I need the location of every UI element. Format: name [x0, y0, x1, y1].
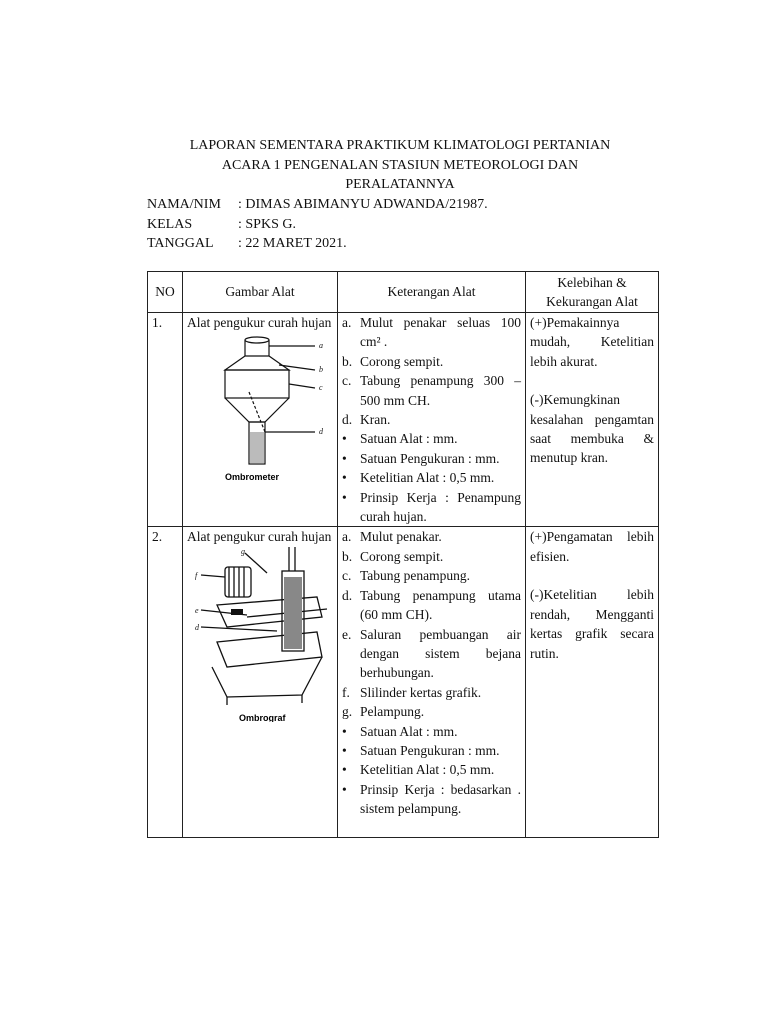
- list-marker: g.: [342, 704, 353, 720]
- list-text: Mulut penakar seluas 100 cm² .: [360, 315, 521, 350]
- list-text: Ketelitian Alat : 0,5 mm.: [360, 762, 495, 778]
- figure-label: d: [195, 622, 199, 632]
- figure-caption: Ombrograf: [239, 712, 286, 722]
- table-row: [148, 527, 659, 838]
- list-item: [342, 371, 521, 410]
- header-no: NO: [148, 272, 183, 313]
- ombrometer-illustration: [187, 332, 333, 487]
- bullet-icon: •: [342, 450, 347, 466]
- figure-label: a: [319, 341, 323, 351]
- row-number: 1.: [148, 313, 183, 527]
- table-row: [148, 313, 659, 527]
- equipment-table: [147, 271, 659, 838]
- list-marker: c.: [342, 373, 352, 389]
- figure-label: c: [319, 383, 323, 393]
- list-text: Mulut penakar.: [360, 529, 442, 545]
- figure-label: g: [241, 546, 245, 556]
- description-list: [342, 527, 521, 818]
- bullet-icon: •: [342, 723, 347, 739]
- list-item: [342, 468, 521, 487]
- list-item: [342, 586, 521, 625]
- list-item: [342, 741, 521, 760]
- document-title: [150, 136, 650, 195]
- bullet-icon: •: [342, 431, 347, 447]
- list-text: Tabung penampung utama (60 mm CH).: [360, 587, 521, 623]
- meta-key: TANGGAL: [147, 236, 214, 251]
- ombrograf-illustration: [187, 547, 333, 722]
- list-item: [342, 313, 521, 352]
- list-text: Satuan Pengukuran : mm.: [360, 742, 500, 758]
- list-text: Corong sempit.: [360, 353, 444, 369]
- report-meta: [147, 195, 488, 254]
- figure-label: b: [319, 365, 323, 375]
- list-item: [342, 488, 521, 527]
- list-item: [342, 566, 521, 585]
- list-text: Corong sempit.: [360, 548, 444, 564]
- equipment-name: Alat pengukur curah hujan: [187, 529, 332, 545]
- description-cell: [338, 527, 526, 838]
- title-line-3: PERALATANNYA: [345, 177, 455, 192]
- header-pros-cons: Kelebihan & Kekurangan Alat: [526, 272, 659, 313]
- list-item: [342, 722, 521, 741]
- figure-label: e: [195, 605, 199, 615]
- list-text: Satuan Alat : mm.: [360, 431, 458, 447]
- cons-text: (-)Kemungkinan kesalahan pengamtan saat membuka & menutup kran.: [530, 392, 654, 466]
- list-marker: b.: [342, 353, 353, 369]
- meta-key: NAMA/NIM: [147, 197, 221, 212]
- list-text: Prinsip Kerja : bedasarkan . sistem pelampung.: [360, 781, 521, 817]
- meta-value: : SPKS G.: [238, 216, 296, 232]
- pros-cons-cell: [526, 527, 659, 838]
- meta-value: : DIMAS ABIMANYU ADWANDA/21987.: [238, 197, 488, 212]
- list-marker: d.: [342, 587, 353, 603]
- equipment-name: Alat pengukur curah hujan: [187, 315, 332, 330]
- list-text: Satuan Alat : mm.: [360, 723, 458, 739]
- ombrograf-figure: [187, 547, 333, 727]
- list-text: Kran.: [360, 412, 391, 428]
- figure-label: d: [319, 427, 323, 437]
- meta-row-date: [147, 234, 488, 254]
- list-marker: f.: [342, 684, 350, 700]
- header-description: Keterangan Alat: [338, 272, 526, 313]
- list-item: [342, 780, 521, 819]
- cons-text: (-)Ketelitian lebih rendah, Mengganti kertas grafik secara rutin.: [530, 587, 654, 661]
- list-item: [342, 429, 521, 448]
- list-item: [342, 625, 521, 683]
- meta-key: KELAS: [147, 216, 193, 232]
- bullet-icon: •: [342, 762, 347, 778]
- list-text: Pelampung.: [360, 704, 425, 720]
- list-item: [342, 702, 521, 721]
- bullet-icon: •: [342, 781, 347, 797]
- list-item: [342, 547, 521, 566]
- list-item: [342, 352, 521, 371]
- list-item: [342, 760, 521, 779]
- pros-text: (+)Pengamatan lebih efisien.: [530, 529, 654, 564]
- image-cell: [183, 313, 338, 527]
- pros-cons-cell: [526, 313, 659, 527]
- figure-caption: Ombrometer: [225, 472, 280, 483]
- bullet-icon: •: [342, 470, 347, 486]
- description-list: [342, 313, 521, 526]
- list-text: Ketelitian Alat : 0,5 mm.: [360, 470, 495, 486]
- list-text: Saluran pembuangan air dengan sistem bejana berhubungan.: [360, 626, 521, 681]
- list-text: Satuan Pengukuran : mm.: [360, 450, 500, 466]
- title-line-2: ACARA 1 PENGENALAN STASIUN METEOROLOGI DAN: [221, 157, 579, 173]
- image-cell: [183, 527, 338, 838]
- list-text: Prinsip Kerja : Penampung curah hujan.: [360, 489, 521, 525]
- list-text: Tabung penampung 300 – 500 mm CH.: [360, 373, 521, 408]
- pros-text: (+)Pemakainnya mudah, Ketelitian lebih akurat.: [530, 315, 654, 369]
- description-cell: [338, 313, 526, 527]
- list-marker: c.: [342, 568, 352, 584]
- list-item: [342, 449, 521, 468]
- meta-row-name: [147, 195, 488, 215]
- list-marker: a.: [342, 529, 352, 545]
- meta-value: : 22 MARET 2021.: [238, 236, 347, 251]
- bullet-icon: •: [342, 742, 347, 758]
- list-marker: b.: [342, 548, 353, 564]
- row-number: 2.: [148, 527, 183, 838]
- list-item: [342, 410, 521, 429]
- list-item: [342, 527, 521, 546]
- table-header-row: [148, 272, 659, 313]
- list-marker: e.: [342, 626, 352, 642]
- meta-row-class: [147, 215, 488, 235]
- figure-label: f: [195, 570, 198, 580]
- header-image: Gambar Alat: [183, 272, 338, 313]
- list-marker: a.: [342, 315, 352, 330]
- list-item: [342, 683, 521, 702]
- list-text: Slilinder kertas grafik.: [360, 684, 482, 700]
- list-marker: d.: [342, 412, 353, 428]
- bullet-icon: •: [342, 489, 347, 505]
- ombrometer-figure: [187, 332, 333, 492]
- title-line-1: LAPORAN SEMENTARA PRAKTIKUM KLIMATOLOGI PERTANIAN: [189, 138, 611, 153]
- list-text: Tabung penampung.: [360, 568, 471, 584]
